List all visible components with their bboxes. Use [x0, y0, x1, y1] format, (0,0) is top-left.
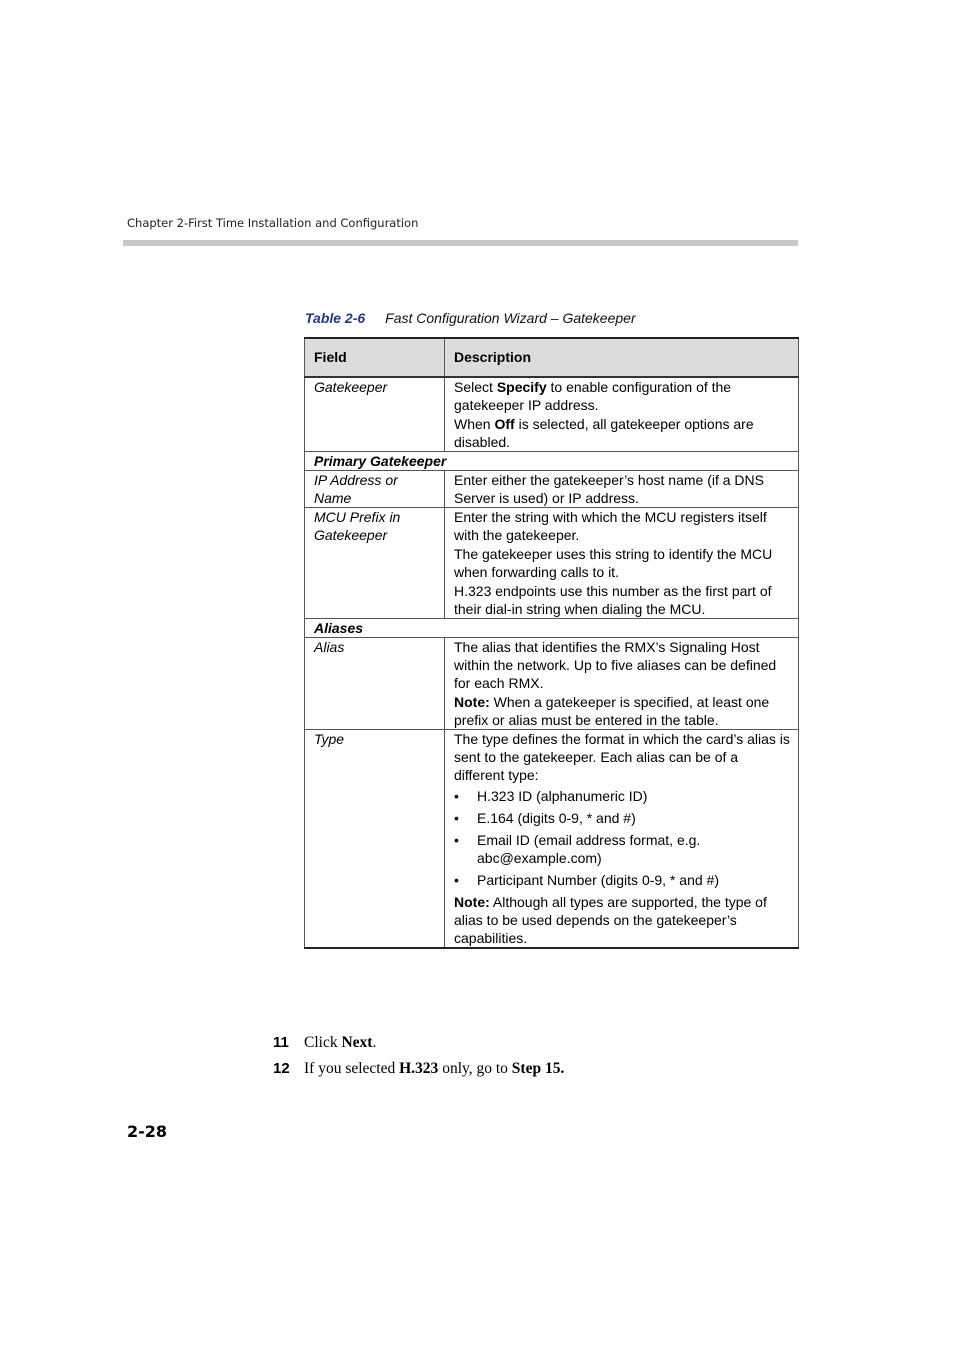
text-run: to enable configuration of the gatekeeper IP address.: [454, 379, 732, 413]
gatekeeper-table: [304, 337, 799, 949]
table-row: [305, 638, 799, 730]
text-run: Select: [454, 379, 497, 395]
table-row: [305, 471, 799, 508]
description-gatekeeper: [445, 377, 799, 452]
field-alias: Alias: [305, 638, 445, 730]
running-header: Chapter 2-First Time Installation and Configuration: [127, 216, 419, 230]
step-number: 11: [273, 1034, 289, 1051]
step-text: Click: [304, 1034, 342, 1051]
note-label: Note:: [454, 894, 490, 910]
note-text: When a gatekeeper is specified, at least one prefix or alias must be entered in the table.: [454, 694, 770, 728]
list-item: • Email ID (email address format, e.g. abc@example.com): [454, 831, 790, 867]
field-mcu-prefix: MCU Prefix in Gatekeeper: [305, 508, 445, 619]
note-text: Although all types are supported, the type of alias to be used depends on the gatekeeper’s capabilities.: [454, 894, 767, 946]
description-mcu-prefix: [445, 508, 799, 619]
text-run: is selected, all gatekeeper options are disabled.: [454, 416, 754, 450]
mcu-prefix-para: The gatekeeper uses this string to identify the MCU when forwarding calls to it.: [454, 546, 773, 580]
table-header-row: [305, 338, 799, 377]
note-label: Note:: [454, 694, 490, 710]
step-number: 12: [273, 1060, 290, 1077]
h323-keyword: H.323: [399, 1060, 439, 1077]
alias-note: [454, 693, 790, 729]
list-item: • H.323 ID (alphanumeric ID): [454, 787, 790, 805]
type-note: [454, 893, 790, 947]
page-number: 2-28: [127, 1122, 168, 1141]
table-row: [305, 377, 799, 452]
section-row: [305, 619, 799, 638]
table-title: Fast Configuration Wizard – Gatekeeper: [385, 310, 636, 326]
off-keyword: Off: [494, 416, 515, 432]
alias-para: The alias that identifies the RMX’s Signaling Host within the network. Up to five aliases can be defined for each RMX.: [454, 639, 777, 691]
mcu-prefix-para: Enter the string with which the MCU registers itself with the gatekeeper.: [454, 509, 767, 543]
field-type: Type: [305, 730, 445, 949]
text-run: When: [454, 416, 495, 432]
description-alias: [445, 638, 799, 730]
next-keyword: Next: [341, 1034, 373, 1051]
table-row: [305, 730, 799, 949]
description-ip-address: Enter either the gatekeeper’s host name (if a DNS Server is used) or IP address.: [445, 471, 799, 508]
section-primary-gatekeeper: Primary Gatekeeper: [305, 452, 799, 471]
column-header-description: Description: [445, 338, 799, 377]
specify-keyword: Specify: [496, 379, 547, 395]
description-type: [445, 730, 799, 949]
section-aliases: Aliases: [305, 619, 799, 638]
field-gatekeeper: Gatekeeper: [305, 377, 445, 452]
table-caption: [305, 310, 636, 326]
gatekeeper-off-text: [454, 415, 790, 451]
table-number: Table 2-6: [305, 310, 366, 326]
field-ip-address: IP Address or Name: [305, 471, 445, 508]
step-text: If you selected: [304, 1060, 400, 1077]
step-12: [273, 1060, 564, 1086]
list-item: • E.164 (digits 0-9, * and #): [454, 809, 790, 827]
type-para: The type defines the format in which the card’s alias is sent to the gatekeeper. Each alias can be of a different type:: [454, 731, 790, 783]
mcu-prefix-para: H.323 endpoints use this number as the first part of their dial-in string when dialing the MCU.: [454, 583, 772, 617]
list-item: • Participant Number (digits 0-9, * and #): [454, 871, 790, 889]
table-row: [305, 508, 799, 619]
procedure-steps: [273, 1034, 564, 1086]
gatekeeper-specify-text: [454, 378, 790, 414]
step-text: only, go to: [438, 1060, 512, 1077]
step-text: .: [372, 1034, 377, 1051]
header-rule: [123, 240, 798, 246]
alias-type-list: [454, 787, 790, 889]
column-header-field: Field: [305, 338, 445, 377]
step-11: [273, 1034, 564, 1060]
section-row: [305, 452, 799, 471]
step-reference: Step 15.: [511, 1060, 565, 1077]
